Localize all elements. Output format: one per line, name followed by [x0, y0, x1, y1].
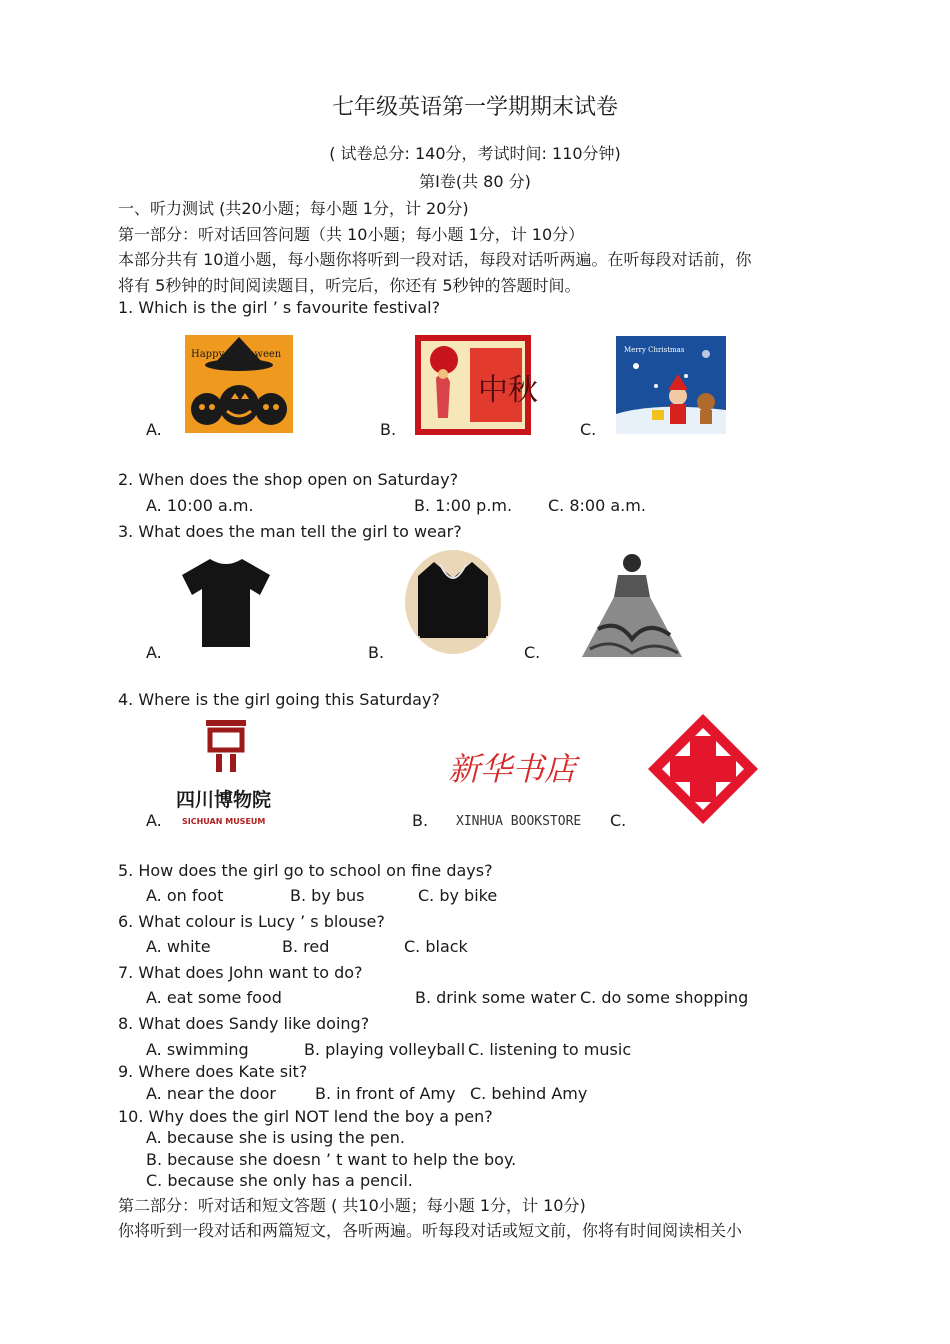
question-9: 9. Where does Kate sit?: [118, 1062, 308, 1081]
instructions-line-1: 本部分共有 10道小题，每小题你将听到一段对话，每段对话听两遍。在听每段对话前，你: [118, 250, 752, 269]
q2-option-b: B. 1:00 p.m.: [414, 496, 513, 515]
q4-option-c-label: C.: [610, 811, 627, 830]
question-8: 8. What does Sandy like doing?: [118, 1014, 370, 1033]
q10-option-c: C. because she only has a pencil.: [146, 1171, 413, 1190]
option-c-label: C.: [580, 420, 597, 439]
exam-info: ( 试卷总分: 140分，考试时间: 110分钟): [329, 144, 621, 163]
question-6: 6. What colour is Lucy ’ s blouse?: [118, 912, 385, 931]
museum-name-cn: 四川博物院: [176, 789, 272, 811]
christmas-image: [616, 336, 726, 434]
q7-option-a: A. eat some food: [146, 988, 282, 1007]
q7-option-b: B. drink some water: [415, 988, 577, 1007]
question-1: 1. Which is the girl ’ s favourite festival?: [118, 298, 441, 317]
question-10: 10. Why does the girl NOT lend the boy a pen?: [118, 1107, 493, 1126]
question-3: 3. What does the man tell the girl to wear?: [118, 522, 462, 541]
instructions-line-2: 将有 5秒钟的时间阅读题目，听完后，你还有 5秒钟的答题时间。: [118, 276, 581, 295]
q2-option-a: A. 10:00 a.m.: [146, 496, 254, 515]
bookstore-logo: [446, 718, 582, 830]
q5-option-a: A. on foot: [146, 886, 224, 905]
option-a-label: A.: [146, 420, 162, 439]
mid-autumn-caption: 中秋: [478, 373, 538, 408]
q4-option-a-label: A.: [146, 811, 162, 830]
museum-name-en: SICHUAN MUSEUM: [182, 817, 266, 826]
cardigan-image: [404, 548, 502, 656]
page-title: 七年级英语第一学期期末试卷: [331, 95, 618, 120]
volume-heading: 第Ⅰ卷(共 80 分): [419, 172, 531, 191]
q3-option-b-label: B.: [368, 643, 385, 662]
q10-option-b: B. because she doesn ’ t want to help the boy.: [146, 1150, 517, 1169]
question-2: 2. When does the shop open on Saturday?: [118, 470, 459, 489]
halloween-image: [185, 335, 293, 433]
option-b-label: B.: [380, 420, 397, 439]
question-5: 5. How does the girl go to school on fine days?: [118, 861, 493, 880]
part-heading: 第一部分：听对话回答问题（共 10小题；每小题 1分，计 10分）: [118, 225, 585, 244]
q5-option-b: B. by bus: [290, 886, 365, 905]
q4-option-b-label: B.: [412, 811, 429, 830]
christmas-caption: Merry Christmas: [624, 346, 685, 354]
museum-logo: [172, 716, 280, 828]
q3-option-c-label: C.: [524, 643, 541, 662]
q6-option-c: C. black: [404, 937, 468, 956]
instructions-line-3: 你将听到一段对话和两篇短文，各听两遍。听每段对话或短文前，你将有时间阅读相关小: [118, 1221, 743, 1240]
tshirt-image: [180, 553, 272, 651]
q10-option-a: A. because she is using the pen.: [146, 1128, 405, 1147]
bookstore-name-cn: 新华书店: [448, 750, 577, 788]
q8-option-b: B. playing volleyball: [304, 1040, 466, 1059]
q9-option-b: B. in front of Amy: [315, 1084, 456, 1103]
q2-option-c: C. 8:00 a.m.: [548, 496, 646, 515]
q8-option-a: A. swimming: [146, 1040, 249, 1059]
part-2-heading: 第二部分：听对话和短文答题 ( 共10小题；每小题 1分，计 10分): [118, 1196, 586, 1215]
hospital-logo: [646, 712, 760, 826]
q7-option-c: C. do some shopping: [580, 988, 749, 1007]
q5-option-c: C. by bike: [418, 886, 498, 905]
question-4: 4. Where is the girl going this Saturday?: [118, 690, 440, 709]
halloween-caption: Happy Halloween: [191, 349, 282, 360]
q3-option-a-label: A.: [146, 643, 162, 662]
q6-option-a: A. white: [146, 937, 211, 956]
q9-option-a: A. near the door: [146, 1084, 276, 1103]
q9-option-c: C. behind Amy: [470, 1084, 588, 1103]
section-heading: 一、听力测试 (共20小题；每小题 1分，计 20分): [118, 199, 469, 218]
bookstore-name-en: XINHUA BOOKSTORE: [456, 814, 582, 829]
q8-option-c: C. listening to music: [468, 1040, 632, 1059]
dress-image: [578, 549, 686, 659]
q6-option-b: B. red: [282, 937, 330, 956]
mid-autumn-image: [418, 338, 538, 432]
question-7: 7. What does John want to do?: [118, 963, 363, 982]
